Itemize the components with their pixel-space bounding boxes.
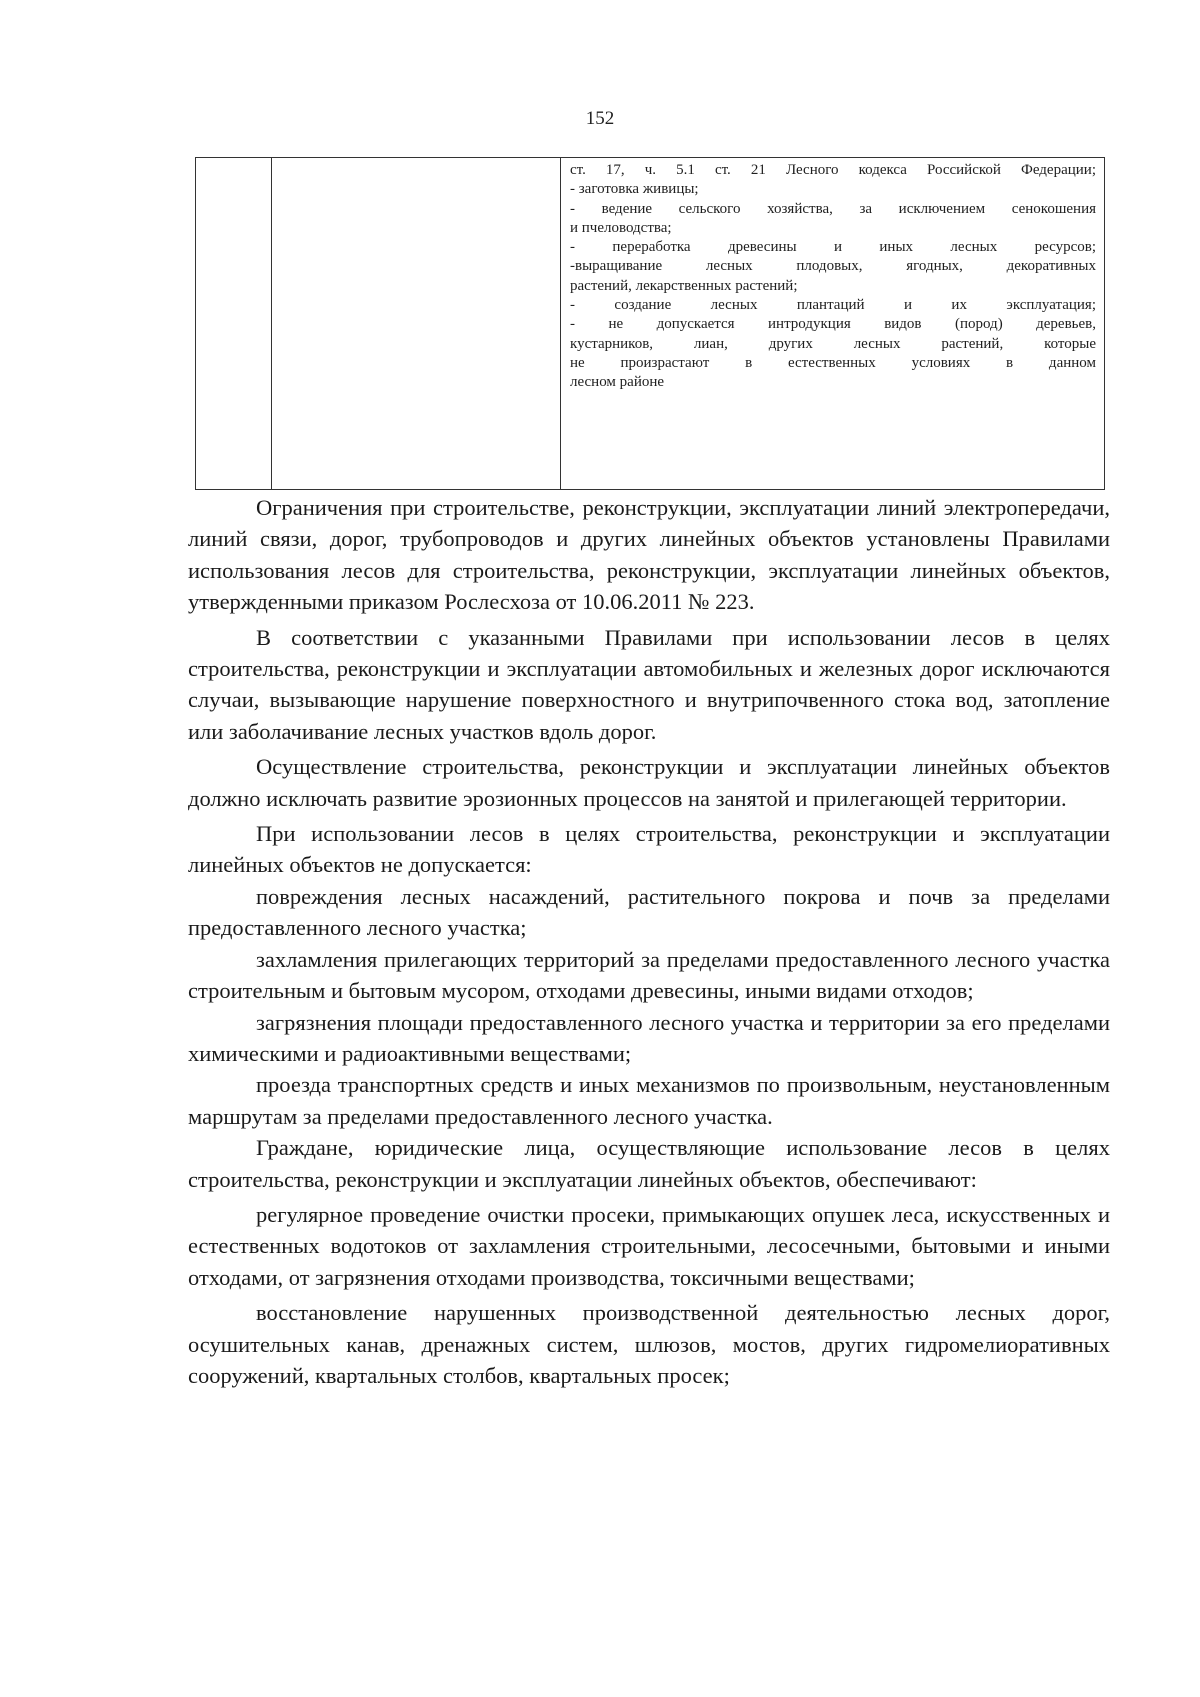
table-cell-empty-1 [196, 158, 272, 490]
list-item-vehicles: проезда транспортных средств и иных механизмов по произвольным, неустановленным маршрутам за пределами предоставленного лесного участка. [188, 1072, 1110, 1129]
table-cell-text [561, 158, 1104, 393]
paragraph-roads: В соответствии с указанными Правилами при использовании лесов в целях строительства, реконструкции и эксплуатации автомобильных и железных дорог исключаются случаи, вызывающие нарушение поверхностного и внутрипочвенного стока вод, затопление или заболачивание лесных участков вдоль дорог. [188, 624, 1110, 744]
page-number: 152 [585, 108, 615, 129]
list-item-littering: захламления прилегающих территорий за пределами предоставленного лесного участка строительным и бытовым мусором, отходами древесины, иными видами отходов; [188, 946, 1110, 1004]
table-cell-line: растений, лекарственных растений; [570, 277, 798, 294]
paragraph-not-allowed-intro: При использовании лесов в целях строительства, реконструкции и эксплуатации линейных объектов не допускается: [188, 821, 1110, 878]
table-cell-line: и пчеловодства; [570, 219, 672, 236]
paragraph-erosion: Осуществление строительства, реконструкции и эксплуатации линейных объектов должно исключать развитие эрозионных процессов на занятой и прилегающей территории. [188, 754, 1110, 811]
table-cell-line: - заготовка живицы; [570, 181, 699, 198]
paragraph-obligations-intro: Граждане, юридические лица, осуществляющие использование лесов в целях строительства, реконструкции и эксплуатации линейных объектов, обеспечивают: [188, 1135, 1110, 1192]
list-item-cleaning: регулярное проведение очистки просеки, примыкающих опушек леса, искусственных и естественных водотоков от захламления строительными, лесосечными, бытовыми и иными отходами, от загрязнения отходами производства, токсичными веществами; [188, 1201, 1110, 1290]
table-cell-line: лесном районе [570, 374, 665, 391]
table-cell-line: кустарников, лиан, других лесных растений, которые [570, 335, 1096, 352]
table-cell-line: - создание лесных плантаций и их эксплуатация; [570, 297, 1096, 314]
paragraph-linear-objects-rules: Ограничения при строительстве, реконструкции, эксплуатации линий электропередачи, линий связи, дорог, трубопроводов и других линейных объектов установлены Правилами использования лесов для строительства, реконструкции, эксплуатации линейных объектов, утвержденными приказом Рослесхоза от 10.06.2011 № 223. [188, 495, 1110, 615]
table-cell-line: - переработка древесины и иных лесных ресурсов; [570, 239, 1096, 256]
continuation-table [195, 157, 1105, 490]
table-cell-empty-2 [272, 158, 561, 490]
table-cell-regulations [561, 158, 1105, 490]
table-cell-line: - ведение сельского хозяйства, за исключением сенокошения [570, 200, 1096, 217]
table-cell-line: - не допускается интродукция видов (пород) деревьев, [570, 316, 1096, 333]
list-item-pollution: загрязнения площади предоставленного лесного участка и территории за его пределами химическими и радиоактивными веществами; [188, 1009, 1110, 1066]
body-text [188, 492, 1110, 1391]
table-cell-line: не произрастают в естественных условиях в данном [570, 354, 1096, 371]
table-row [196, 158, 1105, 490]
table-cell-line: ст. 17, ч. 5.1 ст. 21 Лесного кодекса Российской Федерации; [570, 162, 1096, 178]
table-cell-line: -выращивание лесных плодовых, ягодных, декоративных [570, 258, 1096, 275]
list-item-damage: повреждения лесных насаждений, растительного покрова и почв за пределами предоставленного лесного участка; [188, 883, 1110, 941]
list-item-restoration: восстановление нарушенных производственной деятельностью лесных дорог, осушительных канав, дренажных систем, шлюзов, мостов, других гидромелиоративных сооружений, квартальных столбов, квартальных просек; [188, 1300, 1110, 1388]
